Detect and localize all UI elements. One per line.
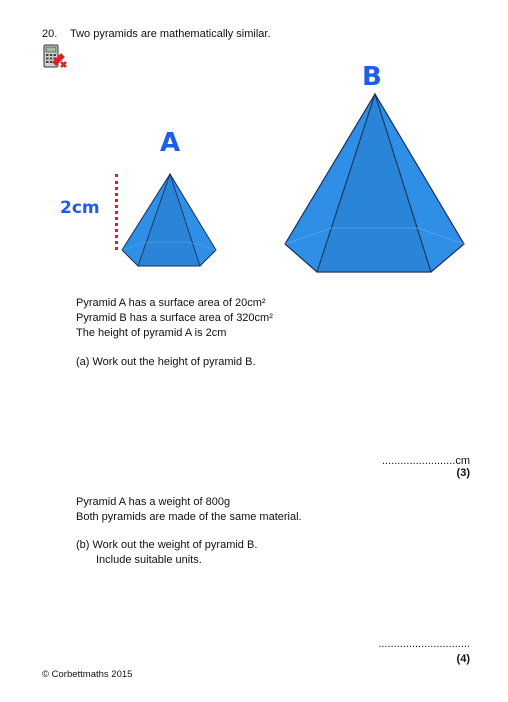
- part-a-prompt: (a) Work out the height of pyramid B.: [76, 356, 256, 368]
- part-a-answer-line: ........................cm: [381, 455, 470, 467]
- part-a-marks: (3): [456, 467, 470, 479]
- question-title: Two pyramids are mathematically similar.: [70, 28, 271, 40]
- height-label: 2cm: [60, 198, 100, 218]
- part-b-answer-line: ..............................: [378, 638, 470, 650]
- info-line-1: Pyramid A has a surface area of 20cm²: [76, 297, 266, 309]
- info2-line-2: Both pyramids are made of the same material.: [76, 511, 302, 523]
- info2-line-1: Pyramid A has a weight of 800g: [76, 496, 231, 508]
- part-b-marks: (4): [456, 653, 470, 665]
- question-number: 20.: [42, 28, 58, 40]
- part-b-prompt-2: Include suitable units.: [96, 554, 202, 566]
- pyramid-b-label: B: [362, 62, 382, 92]
- pyramid-a: [118, 172, 220, 268]
- info-line-2: Pyramid B has a surface area of 320cm²: [76, 312, 273, 324]
- pyramid-b: [282, 92, 468, 274]
- part-b-prompt: (b) Work out the weight of pyramid B.: [76, 539, 258, 551]
- calculator-allowed-icon: [42, 44, 68, 70]
- info-line-3: The height of pyramid A is 2cm: [76, 327, 227, 339]
- footer-copyright: © Corbettmaths 2015: [42, 669, 133, 680]
- pyramid-a-label: A: [160, 128, 181, 158]
